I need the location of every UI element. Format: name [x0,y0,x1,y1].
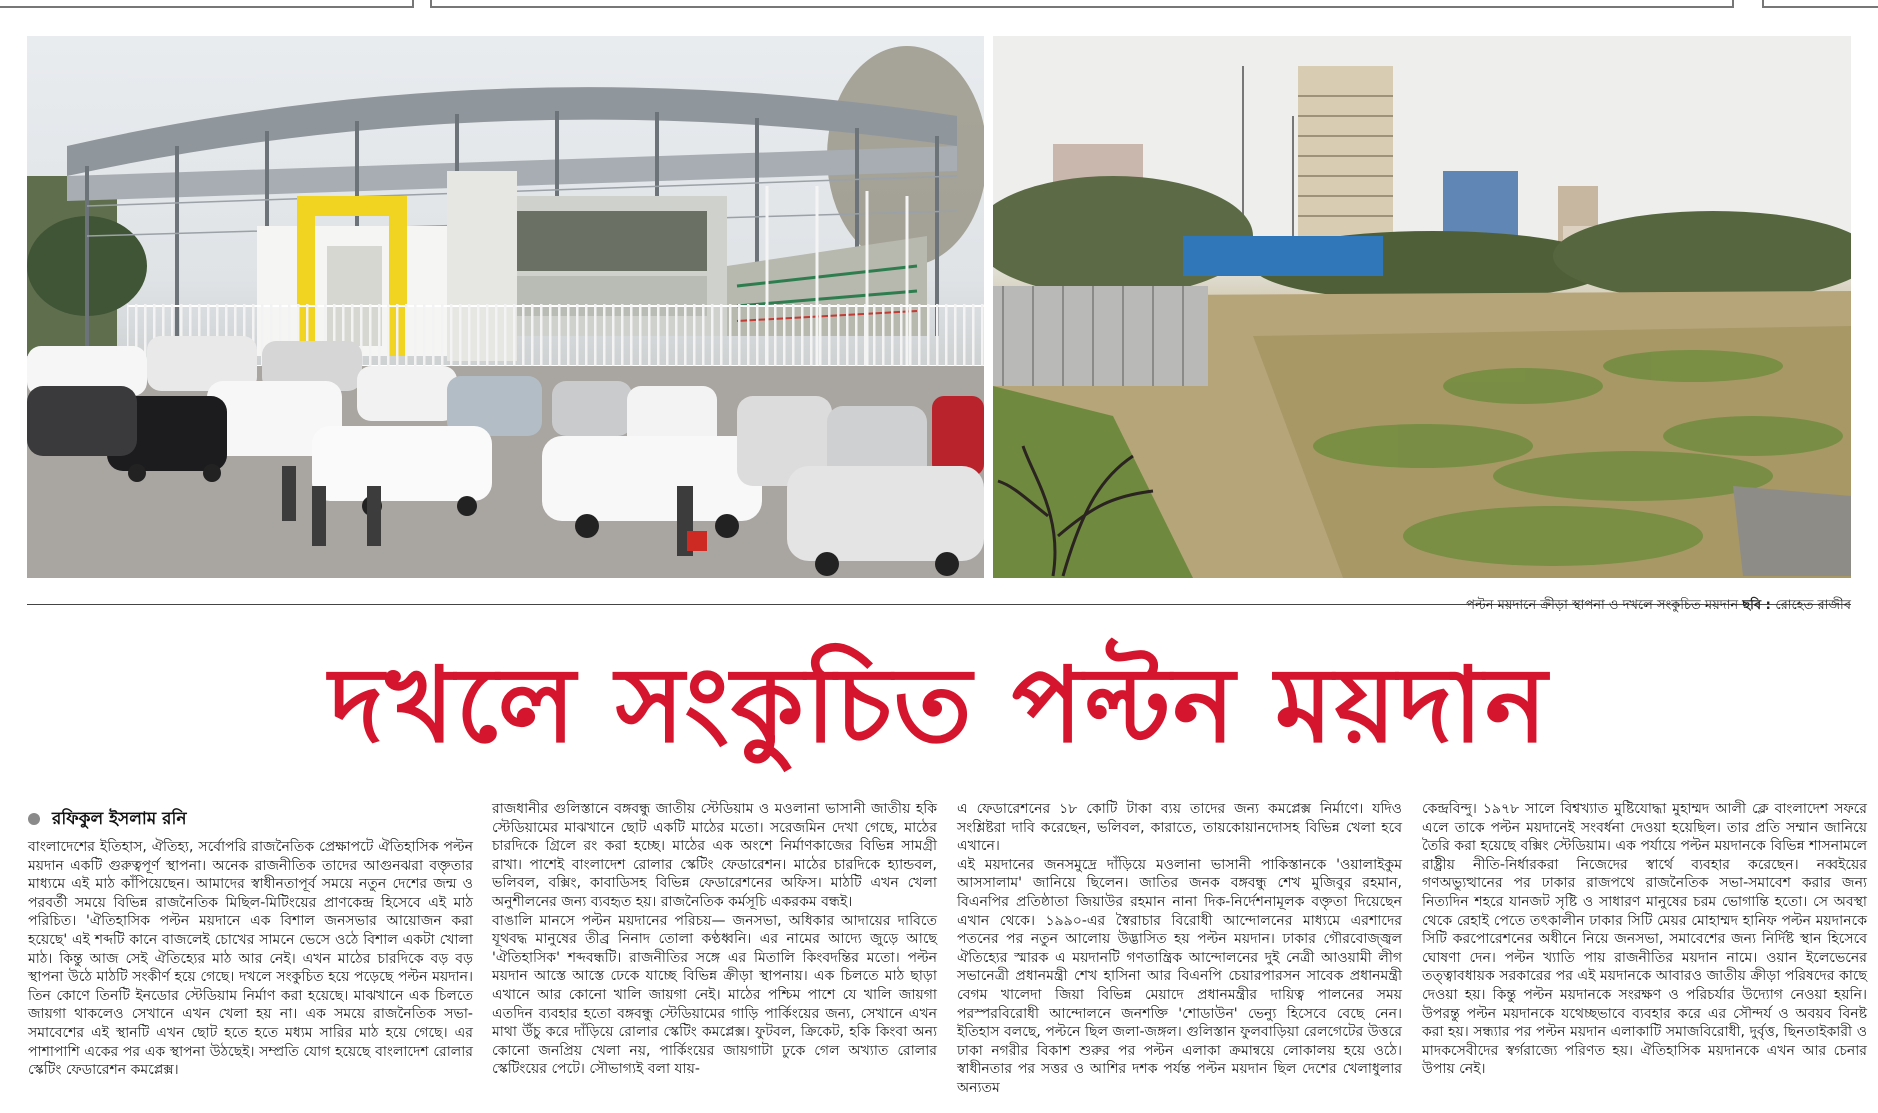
article-column-2: রাজধানীর গুলিস্তানে বঙ্গবন্ধু জাতীয় স্টেডিয়াম ও মওলানা ভাসানী জাতীয় হকি স্টেডিয়ামের মাঝখানে ছোট একটি মাঠের মতো। সরেজমিন দেখা গেছে, মাঠের চারদিকে গ্রিলে রং করা হচ্ছে। মাঠের এক অংশে নির্মাণকাজের বিভিন্ন সামগ্রী রাখা। পাশেই বাংলাদেশ রোলার স্কেটিং ফেডারেশন। মাঠের চারদিকে হ্যান্ডবল, ভলিবল, বক্সিং, কাবাডিসহ বিভিন্ন ফেডারেশনের অফিস। মাঠটি এখন খেলা অনুশীলনের জন্য ব্যবহৃত হয়। রাজনৈতিক কর্মসূচি একরকম বন্ধই। বাঙালি মানসে পল্টন ময়দানের পরিচয়— জনসভা, অধিকার আদায়ের দাবিতে যূথবদ্ধ মানুষের তীব্র নিনাদ তোলা কণ্ঠধ্বনি। এর নামের আদ্যে জুড়ে আছে 'ঐতিহাসিক' শব্দবন্ধটি। রাজনীতির সঙ্গে এর মিতালি কিংবদন্তির মতো। পল্টন ময়দান আস্তে আস্তে ঢেকে যাচ্ছে বিভিন্ন ক্রীড়া স্থাপনায়। এক চিলতে মাঠ ছাড়া এখানে আর কোনো খালি জায়গা নেই। মাঠের পশ্চিম পাশে যে খালি জায়গা এতদিন ব্যবহার হতো বঙ্গবন্ধু স্টেডিয়ামের গাড়ি পার্কিংয়ের জন্য, সেখানে এখন মাথা উঁচু করে দাঁড়িয়ে রোলার স্কেটিং কমপ্লেক্স। ফুটবল, ক্রিকেট, হকি কিংবা অন্য কোনো জনপ্রিয় খেলা নয়, পার্কিংয়ের জায়গাটা ঢুকে গেল অখ্যাত রোলার স্কেটিংয়ের পেটে। সৌভাগ্যই বলা যায়- [492,801,937,1078]
top-border [0,0,1878,14]
headline: দখলে সংকুচিত পল্টন ময়দান [329,643,1549,766]
article-column-4: কেন্দ্রবিন্দু। ১৯৭৮ সালে বিশ্বখ্যাত মুষ্টিযোদ্ধা মুহাম্মদ আলী ক্লে বাংলাদেশ সফরে এলে তাকে পল্টন ময়দানেই সংবর্ধনা দেওয়া হয়েছিল। তার প্রতি সম্মান জানিয়ে তৈরি করা হয়েছে বক্সিং স্টেডিয়াম। এক পর্যায়ে পল্টন ময়দানকে বিভিন্ন শাসনামলে রাষ্ট্রীয় নীতি-নির্ধারকরা নিজেদের স্বার্থে ব্যবহার করেছেন। নব্বইয়ের গণঅভ্যুত্থানের পর ঢাকার রাজপথে রাজনৈতিক সভা-সমাবেশ করার জন্য নিত্যদিন শহরে যানজট সৃষ্টি ও সাধারণ মানুষের চরম ভোগান্তি হতো। সে অবস্থা থেকে রেহাই পেতে তৎকালীন ঢাকার সিটি মেয়র মোহাম্মদ হানিফ পল্টন ময়দানকে সিটি করপোরেশনের অধীনে নিয়ে জনসভা, সমাবেশের জন্য নির্দিষ্ট স্থান হিসেবে ঘোষণা দেন। পল্টন খ্যাতি পায় রাজনীতির ময়দান নামে। ওয়ান ইলেভেনের তত্ত্বাবধায়ক সরকারের পর এই ময়দানকে আবারও জাতীয় ক্রীড়া পরিষদের কাছে দেওয়া হয়। কিন্তু পল্টন ময়দানকে সংরক্ষণ ও পরিচর্যার উদ্যোগ নেওয়া হয়নি। উপরন্তু পল্টন ময়দানকে যথেচ্ছভাবে ব্যবহার করে এর সৌন্দর্য ও অবয়ব বিনষ্ট করা হয়। সন্ধ্যার পর পল্টন ময়দান এলাকাটি সমাজবিরোধী, দুর্বৃত্ত, ছিনতাইকারী ও মাদকসেবীদের স্বর্গরাজ্যে পরিণত হয়। ঐতিহাসিক ময়দানকে এখন আর চেনার উপায় নেই। [1422,801,1867,1078]
caption-credit-name: রোহেত রাজীব [1775,598,1851,613]
byline-bullet-icon [28,813,40,825]
top-border-right [1762,0,1878,8]
photo-caption [1466,596,1851,617]
photo-stadium-parking [27,36,984,578]
byline-author: রফিকুল ইসলাম রনি [52,809,187,829]
caption-credit-label: ছবি : [1742,598,1776,613]
top-border-left [0,0,414,8]
caption-text: পল্টন ময়দানে ক্রীড়া স্থাপনা ও দখলে সংকুচিত ময়দান [1466,598,1743,613]
article-column-1: বাংলাদেশের ইতিহাস, ঐতিহ্য, সর্বোপরি রাজনৈতিক প্রেক্ষাপটে ঐতিহাসিক পল্টন ময়দান একটি গুরুত্বপূর্ণ স্থাপনা। অনেক রাজনীতিক তাদের আগুনঝরা বক্তৃতার মাধ্যমে এই মাঠ কাঁপিয়েছেন। আমাদের স্বাধীনতাপূর্ব সময়ে নতুন দেশের জন্ম ও পরবর্তী সময়ে বিভিন্ন রাজনৈতিক মিছিল-মিটিংয়ের প্রাণকেন্দ্র হিসেবে এই মাঠ পরিচিত। 'ঐতিহাসিক পল্টন ময়দানে এক বিশাল জনসভার আয়োজন করা হয়েছে' এই শব্দটি কানে বাজলেই চোখের সামনে ভেসে ওঠে বিশাল একটা খোলা মাঠ। কিন্তু আজ সেই ঐতিহ্যের মাঠ আর নেই। এখন মাঠের চারদিকে বড় বড় স্থাপনা উঠে মাঠটি সংকীর্ণ হয়ে গেছে। দখলে সংকুচিত হয়ে পড়েছে পল্টন ময়দান। তিন কোণে তিনটি ইনডোর স্টেডিয়াম নির্মাণ করা হয়েছে। মাঝখানে এক চিলতে জায়গা থাকলেও সেখানে এখন খেলা হয় না। এক সময়ে রাজনৈতিক সভা-সমাবেশের এই স্থানটি এখন ছোট হতে হতে মধ্যম সারির মাঠ হয়ে গেছে। এর পাশাপাশি একের পর এক স্থাপনা উঠছেই। সম্প্রতি যোগ হয়েছে বাংলাদেশ রোলার স্কেটিং ফেডারেশন কমপ্লেক্স। [28,839,473,1079]
byline [28,806,187,834]
photo-open-field [993,36,1851,578]
top-border-center [430,0,1734,8]
article-column-3: এ ফেডারেশনের ১৮ কোটি টাকা ব্যয় তাদের জন্য কমপ্লেক্স নির্মাণে। যদিও সংশ্লিষ্টরা দাবি করেছেন, ভলিবল, কারাতে, তায়কোয়ানদোসহ বিভিন্ন খেলা হবে এখানে। এই ময়দানের জনসমুদ্রে দাঁড়িয়ে মওলানা ভাসানী পাকিস্তানকে 'ওয়ালাইকুম আসসালাম' জানিয়ে ছিলেন। জাতির জনক বঙ্গবন্ধু শেখ মুজিবুর রহমান, বিএনপির প্রতিষ্ঠাতা জিয়াউর রহমান নানা দিক-নির্দেশনামূলক বক্তৃতা দিয়েছেন এখান থেকে। ১৯৯০-এর স্বৈরাচার বিরোধী আন্দোলনের মাধ্যমে এরশাদের পতনের পর নতুন আলোয় উদ্ভাসিত হয় পল্টন ময়দান। ঢাকার গৌরবোজ্জ্বল ঐতিহ্যের স্মারক এ ময়দানটি গণতান্ত্রিক আন্দোলনের দুই নেত্রী আওয়ামী লীগ সভানেত্রী প্রধানমন্ত্রী শেখ হাসিনা আর বিএনপি চেয়ারপারসন সাবেক প্রধানমন্ত্রী বেগম খালেদা জিয়া বিভিন্ন মেয়াদে প্রধানমন্ত্রীর দায়িত্ব পালনের সময় পরস্পরবিরোধী আন্দোলনে জনশক্তি 'শোডাউন' ভেন্যু হিসেবে বেছে নেন। ইতিহাস বলছে, পল্টনে ছিল জলা-জঙ্গল। গুলিস্তান ফুলবাড়িয়া রেলগেটের উত্তরে ঢাকা নগরীর বিকাশ শুরুর পর পল্টন এলাকা ক্রমান্বয়ে লোকালয় হয়ে ওঠে। স্বাধীনতার পর সত্তর ও আশির দশক পর্যন্ত পল্টন ময়দান ছিল দেশের খেলাধুলার অন্যতম [957,801,1402,1096]
